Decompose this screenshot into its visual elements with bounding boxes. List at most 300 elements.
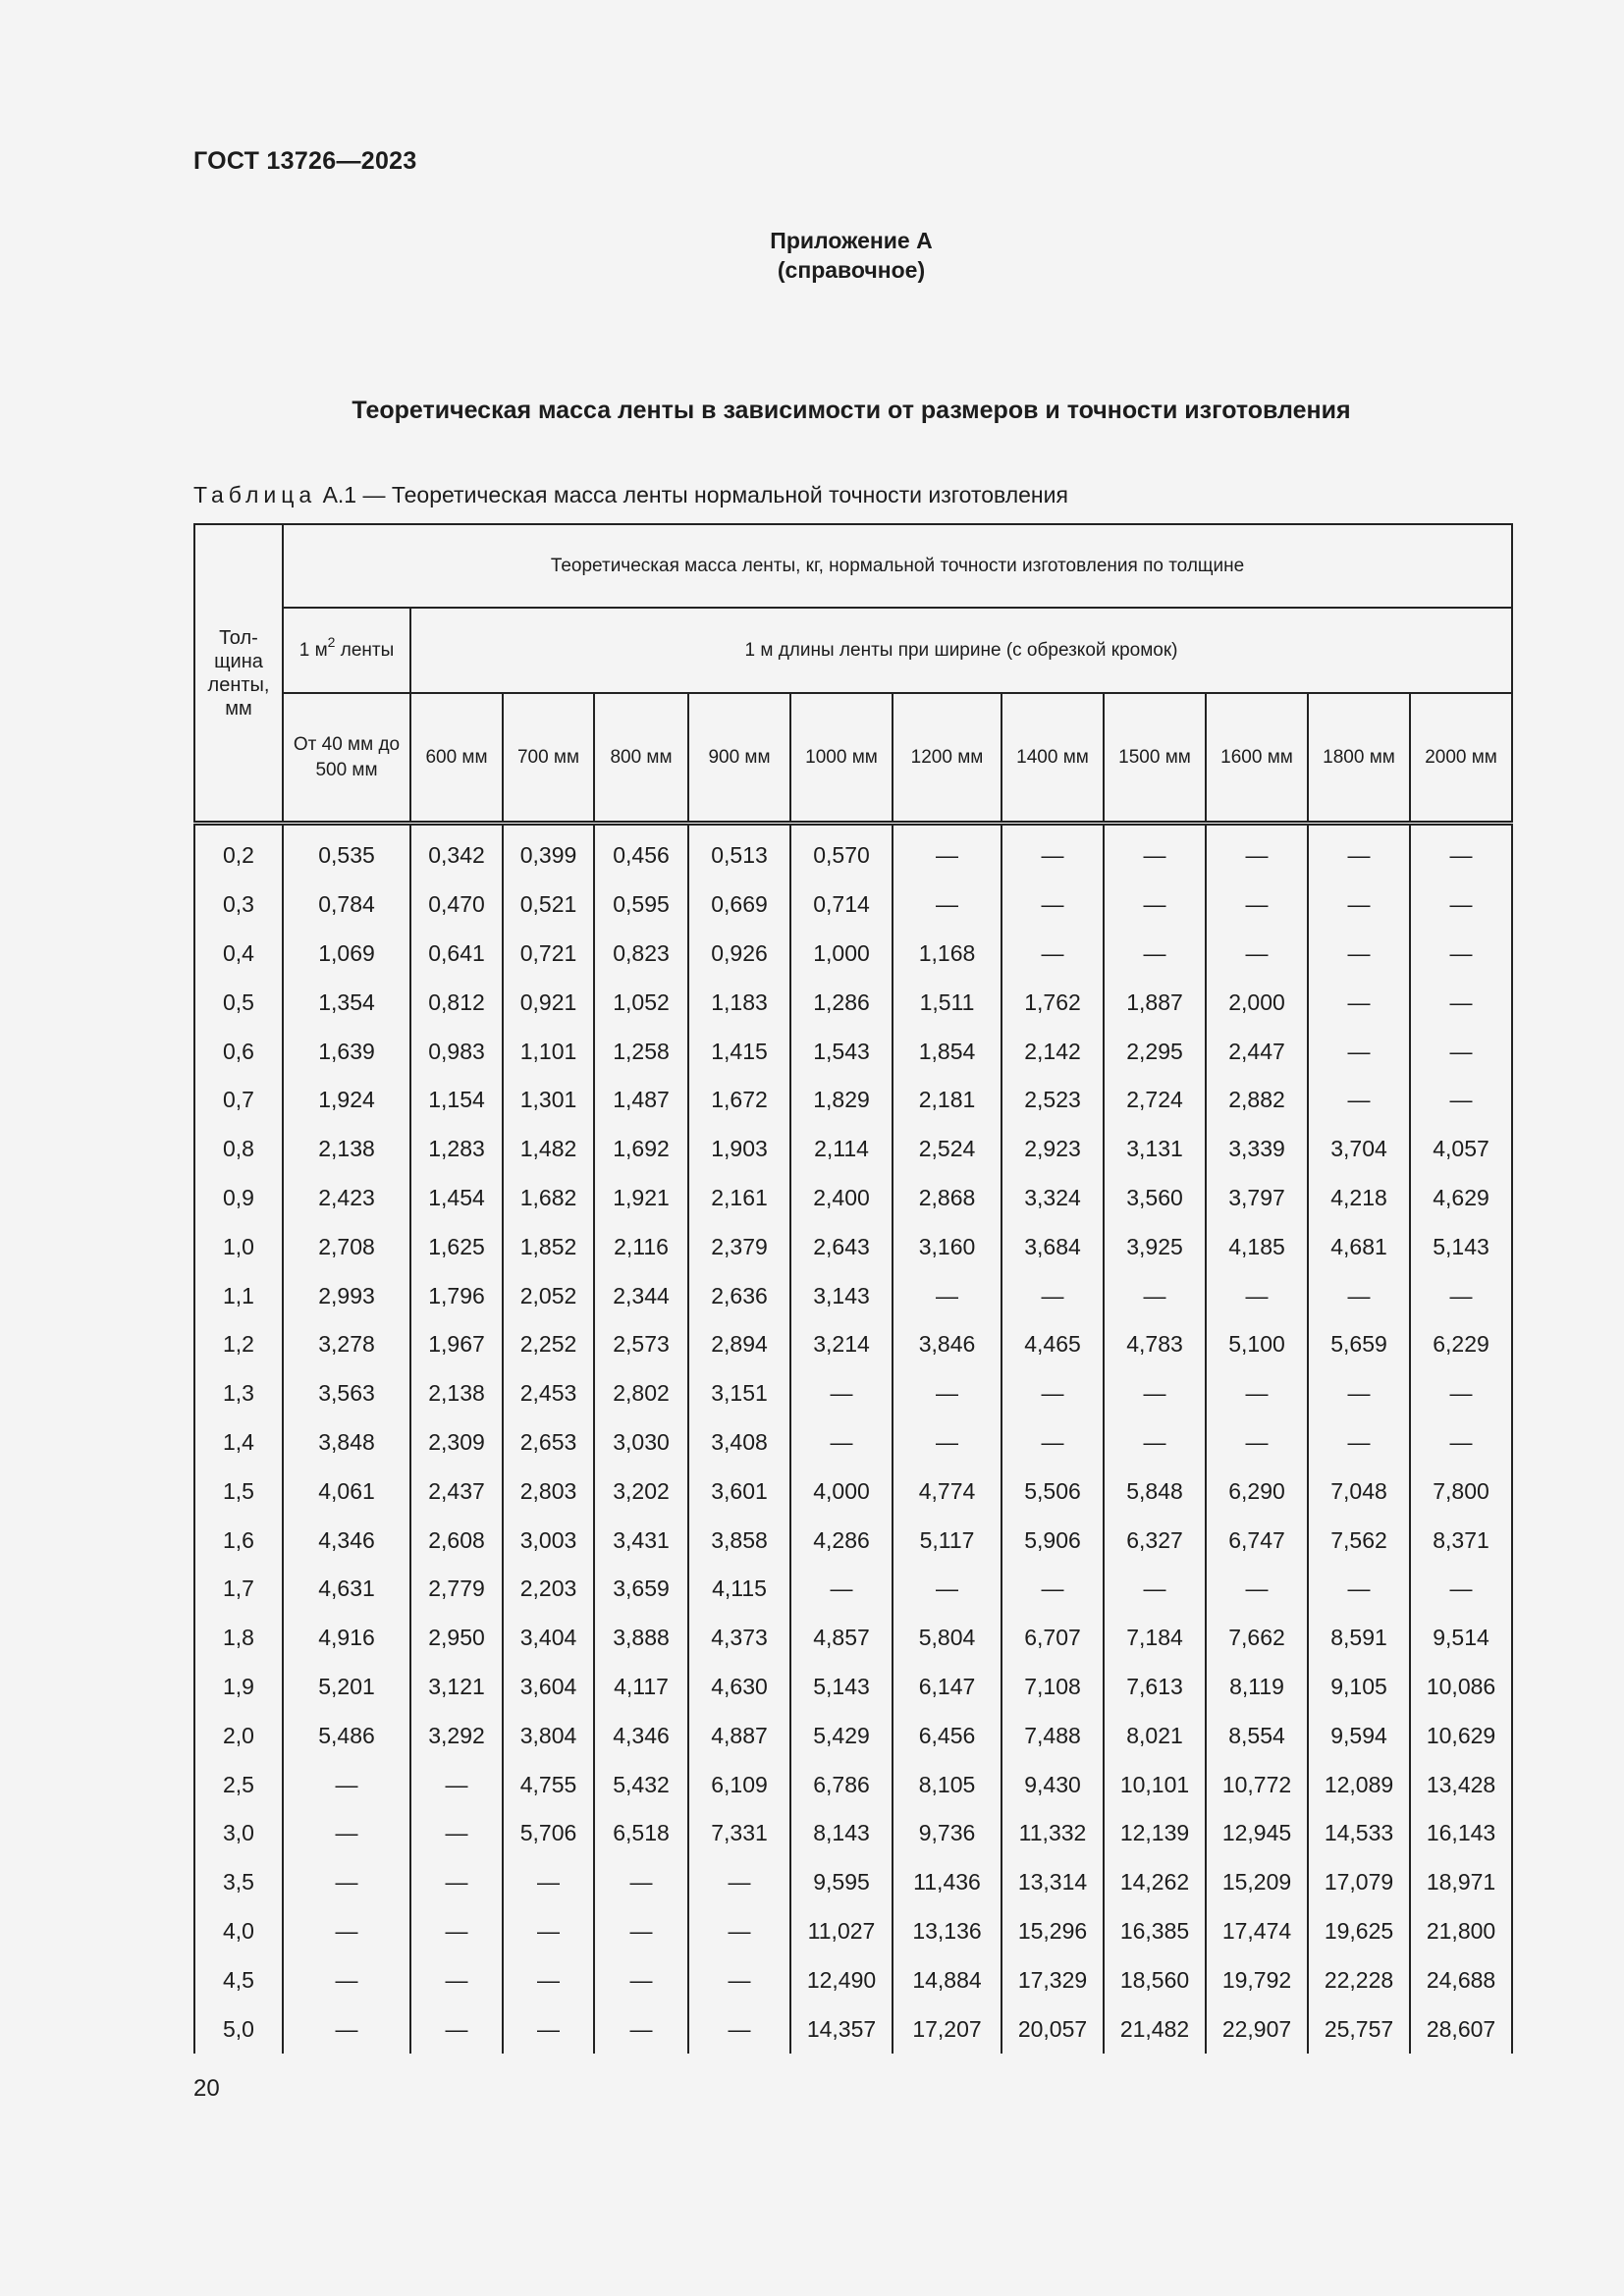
mass-cell: 5,432 <box>594 1760 688 1809</box>
table-row <box>194 2004 1512 2054</box>
mass-cell: 12,139 <box>1104 1809 1206 1858</box>
mass-cell: — <box>1104 824 1206 881</box>
mass-cell: 3,563 <box>283 1369 410 1418</box>
mass-cell: 1,258 <box>594 1027 688 1076</box>
mass-cell: 3,131 <box>1104 1125 1206 1174</box>
mass-cell: — <box>594 2004 688 2054</box>
mass-cell: — <box>1001 824 1104 881</box>
thickness-cell: 1,8 <box>194 1614 283 1663</box>
mass-cell: 1,069 <box>283 930 410 979</box>
table-row <box>194 1076 1512 1125</box>
mass-cell: — <box>1410 824 1512 881</box>
mass-header: Теоретическая масса ленты, кг, нормальной точности изготовления по толщине <box>283 524 1512 608</box>
mass-cell: 1,921 <box>594 1174 688 1223</box>
mass-cell: 15,209 <box>1206 1858 1308 1907</box>
mass-cell: — <box>283 1907 410 1956</box>
mass-cell: — <box>410 1907 503 1956</box>
mass-cell: 0,714 <box>790 881 893 930</box>
mass-cell: — <box>1104 1418 1206 1468</box>
mass-cell: 1,154 <box>410 1076 503 1125</box>
mass-cell: 14,884 <box>893 1955 1001 2004</box>
mass-cell: — <box>1308 1271 1410 1320</box>
thickness-cell: 1,3 <box>194 1369 283 1418</box>
width-header-4: 1000 мм <box>790 693 893 824</box>
thickness-cell: 2,0 <box>194 1711 283 1760</box>
mass-cell: — <box>1308 1076 1410 1125</box>
thickness-cell: 3,5 <box>194 1858 283 1907</box>
mass-cell: 2,114 <box>790 1125 893 1174</box>
mass-cell: 13,428 <box>1410 1760 1512 1809</box>
mass-cell: — <box>1410 1418 1512 1468</box>
mass-cell: 1,511 <box>893 978 1001 1027</box>
mass-cell: — <box>1410 978 1512 1027</box>
mass-cell: 2,868 <box>893 1174 1001 1223</box>
mass-cell: — <box>1308 824 1410 881</box>
mass-cell: 2,252 <box>503 1320 594 1369</box>
mass-cell: 4,346 <box>594 1711 688 1760</box>
mass-cell: 7,662 <box>1206 1614 1308 1663</box>
mass-cell: 4,373 <box>688 1614 790 1663</box>
mass-cell: — <box>1308 978 1410 1027</box>
mass-cell: 0,595 <box>594 881 688 930</box>
mass-cell: 4,185 <box>1206 1222 1308 1271</box>
mass-cell: 3,848 <box>283 1418 410 1468</box>
mass-cell: — <box>1308 1418 1410 1468</box>
mass-cell: — <box>1001 1271 1104 1320</box>
mass-cell: 3,601 <box>688 1467 790 1516</box>
mass-cell: — <box>410 1858 503 1907</box>
mass-cell: — <box>1001 1369 1104 1418</box>
thickness-cell: 3,0 <box>194 1809 283 1858</box>
mass-cell: 5,848 <box>1104 1467 1206 1516</box>
mass-cell: 3,888 <box>594 1614 688 1663</box>
mass-cell: 4,465 <box>1001 1320 1104 1369</box>
mass-cell: 1,854 <box>893 1027 1001 1076</box>
mass-cell: 11,332 <box>1001 1809 1104 1858</box>
mass-cell: — <box>283 2004 410 2054</box>
table-row <box>194 1516 1512 1565</box>
mass-cell: 3,659 <box>594 1565 688 1614</box>
thickness-cell: 1,0 <box>194 1222 283 1271</box>
table-row <box>194 1418 1512 1468</box>
table-caption-label: Таблица <box>193 482 317 507</box>
mass-cell: — <box>1410 1027 1512 1076</box>
mass-cell: 4,631 <box>283 1565 410 1614</box>
table-row <box>194 1809 1512 1858</box>
mass-cell: 9,105 <box>1308 1663 1410 1712</box>
mass-cell: — <box>1308 1565 1410 1614</box>
mass-cell: 3,324 <box>1001 1174 1104 1223</box>
mass-cell: — <box>410 1760 503 1809</box>
mass-cell: — <box>1308 881 1410 930</box>
mass-cell: 13,314 <box>1001 1858 1104 1907</box>
mass-cell: 19,792 <box>1206 1955 1308 2004</box>
mass-cell: 1,482 <box>503 1125 594 1174</box>
thickness-cell: 4,0 <box>194 1907 283 1956</box>
mass-cell: 2,138 <box>283 1125 410 1174</box>
mass-cell: 2,643 <box>790 1222 893 1271</box>
mass-cell: 4,218 <box>1308 1174 1410 1223</box>
width-header-8: 1600 мм <box>1206 693 1308 824</box>
mass-cell: — <box>1104 881 1206 930</box>
mass-cell: 7,613 <box>1104 1663 1206 1712</box>
mass-cell: — <box>594 1955 688 2004</box>
width-header-10: 2000 мм <box>1410 693 1512 824</box>
mass-cell: — <box>790 1369 893 1418</box>
mass-cell: 4,774 <box>893 1467 1001 1516</box>
mass-cell: 2,894 <box>688 1320 790 1369</box>
mass-cell: — <box>688 1955 790 2004</box>
mass-cell: 2,423 <box>283 1174 410 1223</box>
mass-cell: — <box>893 1369 1001 1418</box>
mass-cell: 0,342 <box>410 824 503 881</box>
mass-cell: 1,354 <box>283 978 410 1027</box>
mass-cell: 2,524 <box>893 1125 1001 1174</box>
mass-cell: 2,802 <box>594 1369 688 1418</box>
mass-cell: 18,560 <box>1104 1955 1206 2004</box>
mass-cell: — <box>1308 1369 1410 1418</box>
mass-cell: 1,762 <box>1001 978 1104 1027</box>
mass-cell: 0,521 <box>503 881 594 930</box>
mass-cell: 16,385 <box>1104 1907 1206 1956</box>
mass-cell: 2,437 <box>410 1467 503 1516</box>
mass-cell: 7,184 <box>1104 1614 1206 1663</box>
mass-cell: 8,021 <box>1104 1711 1206 1760</box>
mass-cell: 2,803 <box>503 1467 594 1516</box>
mass-cell: — <box>503 1907 594 1956</box>
mass-cell: 2,447 <box>1206 1027 1308 1076</box>
mass-cell: — <box>790 1418 893 1468</box>
mass-cell: 2,882 <box>1206 1076 1308 1125</box>
mass-cell: 4,286 <box>790 1516 893 1565</box>
table-caption <box>193 482 1068 508</box>
mass-cell: — <box>283 1955 410 2004</box>
mass-cell: 2,708 <box>283 1222 410 1271</box>
mass-cell: 2,142 <box>1001 1027 1104 1076</box>
mass-cell: 3,431 <box>594 1516 688 1565</box>
mass-cell: — <box>1206 1271 1308 1320</box>
mass-cell: 3,846 <box>893 1320 1001 1369</box>
mass-cell: 12,945 <box>1206 1809 1308 1858</box>
mass-cell: — <box>1410 881 1512 930</box>
mass-cell: 0,669 <box>688 881 790 930</box>
mass-cell: — <box>893 1565 1001 1614</box>
mass-cell: 2,724 <box>1104 1076 1206 1125</box>
mass-cell: 0,823 <box>594 930 688 979</box>
appendix-heading <box>0 226 1624 285</box>
width-header-0: 600 мм <box>410 693 503 824</box>
mass-cell: 3,121 <box>410 1663 503 1712</box>
table-row <box>194 1174 1512 1223</box>
mass-cell: 3,214 <box>790 1320 893 1369</box>
mass-cell: 1,168 <box>893 930 1001 979</box>
appendix-title: Приложение А <box>770 228 933 253</box>
mass-cell: 12,089 <box>1308 1760 1410 1809</box>
table-row <box>194 1955 1512 2004</box>
mass-cell: — <box>1410 1271 1512 1320</box>
mass-cell: 3,684 <box>1001 1222 1104 1271</box>
mass-cell: 13,136 <box>893 1907 1001 1956</box>
mass-cell: 17,207 <box>893 2004 1001 2054</box>
thickness-header: Тол-щина ленты, мм <box>194 524 283 824</box>
mass-cell: 1,487 <box>594 1076 688 1125</box>
table-row <box>194 1320 1512 1369</box>
mass-cell: — <box>1410 1076 1512 1125</box>
mass-cell: 3,408 <box>688 1418 790 1468</box>
mass-cell: 2,203 <box>503 1565 594 1614</box>
mass-cell: 19,625 <box>1308 1907 1410 1956</box>
thickness-cell: 1,5 <box>194 1467 283 1516</box>
mass-cell: 3,030 <box>594 1418 688 1468</box>
mass-cell: — <box>1104 1369 1206 1418</box>
mass-cell: 28,607 <box>1410 2004 1512 2054</box>
mass-cell: 1,415 <box>688 1027 790 1076</box>
mass-cell: 3,804 <box>503 1711 594 1760</box>
mass-cell: 12,490 <box>790 1955 893 2004</box>
mass-cell: 17,329 <box>1001 1955 1104 2004</box>
width-header-7: 1500 мм <box>1104 693 1206 824</box>
mass-cell: 6,747 <box>1206 1516 1308 1565</box>
mass-cell: 5,429 <box>790 1711 893 1760</box>
mass-cell: 4,057 <box>1410 1125 1512 1174</box>
thickness-cell: 1,6 <box>194 1516 283 1565</box>
mass-cell: — <box>1104 1271 1206 1320</box>
table-row <box>194 1760 1512 1809</box>
mass-cell: — <box>790 1565 893 1614</box>
mass-cell: 4,000 <box>790 1467 893 1516</box>
mass-cell: 6,786 <box>790 1760 893 1809</box>
mass-cell: 15,296 <box>1001 1907 1104 1956</box>
mass-cell: 9,430 <box>1001 1760 1104 1809</box>
width-header-6: 1400 мм <box>1001 693 1104 824</box>
mass-cell: 16,143 <box>1410 1809 1512 1858</box>
mass-cell: — <box>688 1907 790 1956</box>
mass-cell: 1,852 <box>503 1222 594 1271</box>
mass-cell: 3,160 <box>893 1222 1001 1271</box>
mass-table <box>193 523 1513 2054</box>
mass-cell: 0,535 <box>283 824 410 881</box>
mass-cell: 9,595 <box>790 1858 893 1907</box>
table-row <box>194 1711 1512 1760</box>
mass-cell: 1,672 <box>688 1076 790 1125</box>
mass-cell: 24,688 <box>1410 1955 1512 2004</box>
thickness-cell: 4,5 <box>194 1955 283 2004</box>
mass-cell: — <box>594 1907 688 1956</box>
table-row <box>194 930 1512 979</box>
mass-cell: 2,993 <box>283 1271 410 1320</box>
mass-cell: 2,923 <box>1001 1125 1104 1174</box>
mass-cell: — <box>594 1858 688 1907</box>
mass-cell: 5,143 <box>1410 1222 1512 1271</box>
table-row <box>194 1614 1512 1663</box>
mass-cell: 1,052 <box>594 978 688 1027</box>
mass-cell: 0,513 <box>688 824 790 881</box>
mass-cell: — <box>283 1858 410 1907</box>
mass-cell: 22,228 <box>1308 1955 1410 2004</box>
mass-cell: 4,115 <box>688 1565 790 1614</box>
mass-cell: 3,404 <box>503 1614 594 1663</box>
table-row <box>194 824 1512 881</box>
mass-cell: — <box>1308 930 1410 979</box>
area-subheader: От 40 мм до 500 мм <box>283 693 410 824</box>
thickness-cell: 0,4 <box>194 930 283 979</box>
mass-cell: 1,692 <box>594 1125 688 1174</box>
mass-cell: 6,327 <box>1104 1516 1206 1565</box>
document-code: ГОСТ 13726—2023 <box>193 147 417 175</box>
table-row <box>194 881 1512 930</box>
mass-cell: — <box>688 1858 790 1907</box>
mass-cell: 0,812 <box>410 978 503 1027</box>
mass-cell: 2,309 <box>410 1418 503 1468</box>
mass-cell: 3,143 <box>790 1271 893 1320</box>
thickness-cell: 1,2 <box>194 1320 283 1369</box>
width-header-5: 1200 мм <box>893 693 1001 824</box>
mass-cell: — <box>893 1271 1001 1320</box>
mass-cell: 10,101 <box>1104 1760 1206 1809</box>
mass-cell: — <box>1308 1027 1410 1076</box>
mass-cell: 0,921 <box>503 978 594 1027</box>
mass-cell: 5,117 <box>893 1516 1001 1565</box>
mass-cell: — <box>503 2004 594 2054</box>
mass-cell: 1,286 <box>790 978 893 1027</box>
mass-cell: 2,344 <box>594 1271 688 1320</box>
mass-cell: 2,379 <box>688 1222 790 1271</box>
mass-cell: 3,278 <box>283 1320 410 1369</box>
mass-cell: 2,400 <box>790 1174 893 1223</box>
mass-cell: 3,202 <box>594 1467 688 1516</box>
table-row <box>194 1907 1512 1956</box>
mass-cell: 0,784 <box>283 881 410 930</box>
mass-cell: 5,506 <box>1001 1467 1104 1516</box>
mass-cell: 1,924 <box>283 1076 410 1125</box>
mass-cell: 7,488 <box>1001 1711 1104 1760</box>
table-row <box>194 1271 1512 1320</box>
mass-cell: 1,000 <box>790 930 893 979</box>
table-caption-text: А.1 — Теоретическая масса ленты нормальной точности изготовления <box>316 482 1068 507</box>
mass-cell: 5,659 <box>1308 1320 1410 1369</box>
thickness-cell: 0,5 <box>194 978 283 1027</box>
mass-cell: 0,926 <box>688 930 790 979</box>
thickness-cell: 0,2 <box>194 824 283 881</box>
mass-cell: 3,925 <box>1104 1222 1206 1271</box>
mass-cell: 5,486 <box>283 1711 410 1760</box>
page-number: 20 <box>193 2075 220 2102</box>
mass-cell: 3,604 <box>503 1663 594 1712</box>
mass-cell: 10,629 <box>1410 1711 1512 1760</box>
width-header-9: 1800 мм <box>1308 693 1410 824</box>
section-title: Теоретическая масса ленты в зависимости от размеров и точности изготовления <box>352 397 1351 424</box>
thickness-cell: 1,4 <box>194 1418 283 1468</box>
table-row <box>194 1027 1512 1076</box>
table-row <box>194 1858 1512 1907</box>
mass-cell: 0,456 <box>594 824 688 881</box>
area-header <box>283 608 410 693</box>
mass-cell: 2,779 <box>410 1565 503 1614</box>
width-header-3: 900 мм <box>688 693 790 824</box>
mass-cell: 1,682 <box>503 1174 594 1223</box>
table-row <box>194 1663 1512 1712</box>
mass-cell: — <box>1206 1418 1308 1468</box>
mass-cell: 1,796 <box>410 1271 503 1320</box>
mass-cell: 5,201 <box>283 1663 410 1712</box>
mass-cell: 21,800 <box>1410 1907 1512 1956</box>
thickness-cell: 1,9 <box>194 1663 283 1712</box>
mass-cell: 5,906 <box>1001 1516 1104 1565</box>
mass-cell: 1,903 <box>688 1125 790 1174</box>
mass-cell: 8,554 <box>1206 1711 1308 1760</box>
mass-cell: 7,562 <box>1308 1516 1410 1565</box>
mass-cell: 7,331 <box>688 1809 790 1858</box>
table-row <box>194 1125 1512 1174</box>
mass-cell: 2,000 <box>1206 978 1308 1027</box>
mass-cell: 2,636 <box>688 1271 790 1320</box>
mass-cell: — <box>893 824 1001 881</box>
mass-cell: — <box>893 1418 1001 1468</box>
area-header-prefix: 1 м <box>298 639 328 661</box>
mass-cell: 8,119 <box>1206 1663 1308 1712</box>
mass-cell: 0,470 <box>410 881 503 930</box>
mass-cell: — <box>1104 930 1206 979</box>
table-row <box>194 1369 1512 1418</box>
mass-cell: — <box>1206 930 1308 979</box>
mass-cell: 11,027 <box>790 1907 893 1956</box>
mass-cell: 2,453 <box>503 1369 594 1418</box>
mass-cell: 3,704 <box>1308 1125 1410 1174</box>
area-header-suffix: ленты <box>335 639 395 661</box>
mass-cell: 8,591 <box>1308 1614 1410 1663</box>
mass-cell: 17,079 <box>1308 1858 1410 1907</box>
mass-cell: 7,108 <box>1001 1663 1104 1712</box>
mass-cell: 5,100 <box>1206 1320 1308 1369</box>
mass-cell: 22,907 <box>1206 2004 1308 2054</box>
mass-cell: 1,301 <box>503 1076 594 1125</box>
mass-cell: 1,543 <box>790 1027 893 1076</box>
mass-cell: 2,608 <box>410 1516 503 1565</box>
mass-cell: 3,560 <box>1104 1174 1206 1223</box>
mass-cell: 6,290 <box>1206 1467 1308 1516</box>
mass-cell: 14,533 <box>1308 1809 1410 1858</box>
mass-cell: — <box>1206 824 1308 881</box>
thickness-cell: 0,3 <box>194 881 283 930</box>
thickness-cell: 0,6 <box>194 1027 283 1076</box>
mass-cell: 1,625 <box>410 1222 503 1271</box>
mass-cell: 2,523 <box>1001 1076 1104 1125</box>
mass-cell: 2,295 <box>1104 1027 1206 1076</box>
mass-cell: 2,573 <box>594 1320 688 1369</box>
mass-cell: 2,950 <box>410 1614 503 1663</box>
mass-cell: 14,262 <box>1104 1858 1206 1907</box>
mass-cell: 18,971 <box>1410 1858 1512 1907</box>
mass-cell: 3,292 <box>410 1711 503 1760</box>
mass-cell: 1,101 <box>503 1027 594 1076</box>
table-row <box>194 1222 1512 1271</box>
mass-cell: — <box>1206 881 1308 930</box>
mass-cell: 2,116 <box>594 1222 688 1271</box>
mass-cell: 7,800 <box>1410 1467 1512 1516</box>
mass-cell: 4,681 <box>1308 1222 1410 1271</box>
mass-cell: 2,181 <box>893 1076 1001 1125</box>
mass-cell: 25,757 <box>1308 2004 1410 2054</box>
mass-cell: 4,117 <box>594 1663 688 1712</box>
mass-cell: 0,983 <box>410 1027 503 1076</box>
table-row <box>194 1565 1512 1614</box>
mass-cell: 4,629 <box>1410 1174 1512 1223</box>
mass-cell: 6,109 <box>688 1760 790 1809</box>
table-row <box>194 1467 1512 1516</box>
mass-cell: — <box>503 1955 594 2004</box>
mass-cell: 8,371 <box>1410 1516 1512 1565</box>
mass-cell: 21,482 <box>1104 2004 1206 2054</box>
